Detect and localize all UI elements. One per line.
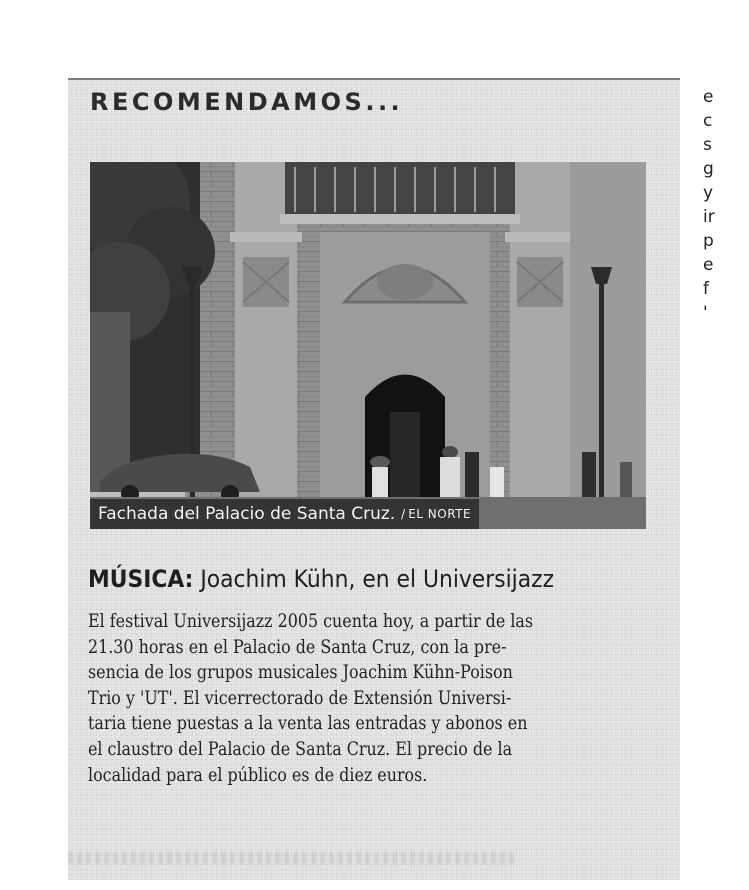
newspaper-clipping: [68, 78, 680, 880]
fragment-char: f: [703, 279, 709, 299]
fragment-char: c: [703, 111, 713, 131]
body-line: localidad para el público es de diez euros.: [88, 764, 428, 786]
fragment-char: e: [703, 87, 714, 107]
fragment-char: g: [703, 159, 714, 179]
photo-credit: EL NORTE: [408, 507, 472, 521]
article-headline: [88, 565, 554, 593]
caption-separator: /: [401, 507, 406, 521]
body-line: El festival Universijazz 2005 cuenta hoy, a partir de las: [88, 611, 534, 632]
facade-illustration: [90, 162, 646, 529]
article-body: [88, 609, 678, 788]
fragment-char: p: [703, 231, 714, 251]
fragment-char: y: [703, 183, 714, 203]
palace-facade-photo: [90, 162, 646, 529]
fragment-char: s: [703, 135, 712, 155]
fragment-char: ir: [703, 207, 715, 227]
fragment-char: ': [703, 303, 708, 323]
body-line: Trio y 'UT'. El vicerrectorado de Extensión Universi-: [88, 687, 512, 709]
section-kicker: RECOMENDAMOS...: [90, 88, 404, 116]
fragment-char: e: [703, 255, 714, 275]
photo-caption: [90, 499, 479, 529]
adjacent-column-fragment: [703, 85, 715, 325]
body-line: 21.30 horas en el Palacio de Santa Cruz, con la pre-: [88, 636, 507, 658]
caption-text: Fachada del Palacio de Santa Cruz.: [98, 504, 396, 524]
headline-title: Joachim Kühn, en el Universijazz: [200, 565, 555, 593]
body-line: el claustro del Palacio de Santa Cruz. El precio de la: [88, 738, 513, 760]
body-line: taria tiene puestas a la venta las entradas y abonos en: [88, 713, 528, 735]
headline-section: MÚSICA:: [88, 565, 194, 593]
body-line: sencia de los grupos musicales Joachim Kühn-Poison: [88, 662, 513, 684]
print-smudge: [68, 852, 518, 864]
